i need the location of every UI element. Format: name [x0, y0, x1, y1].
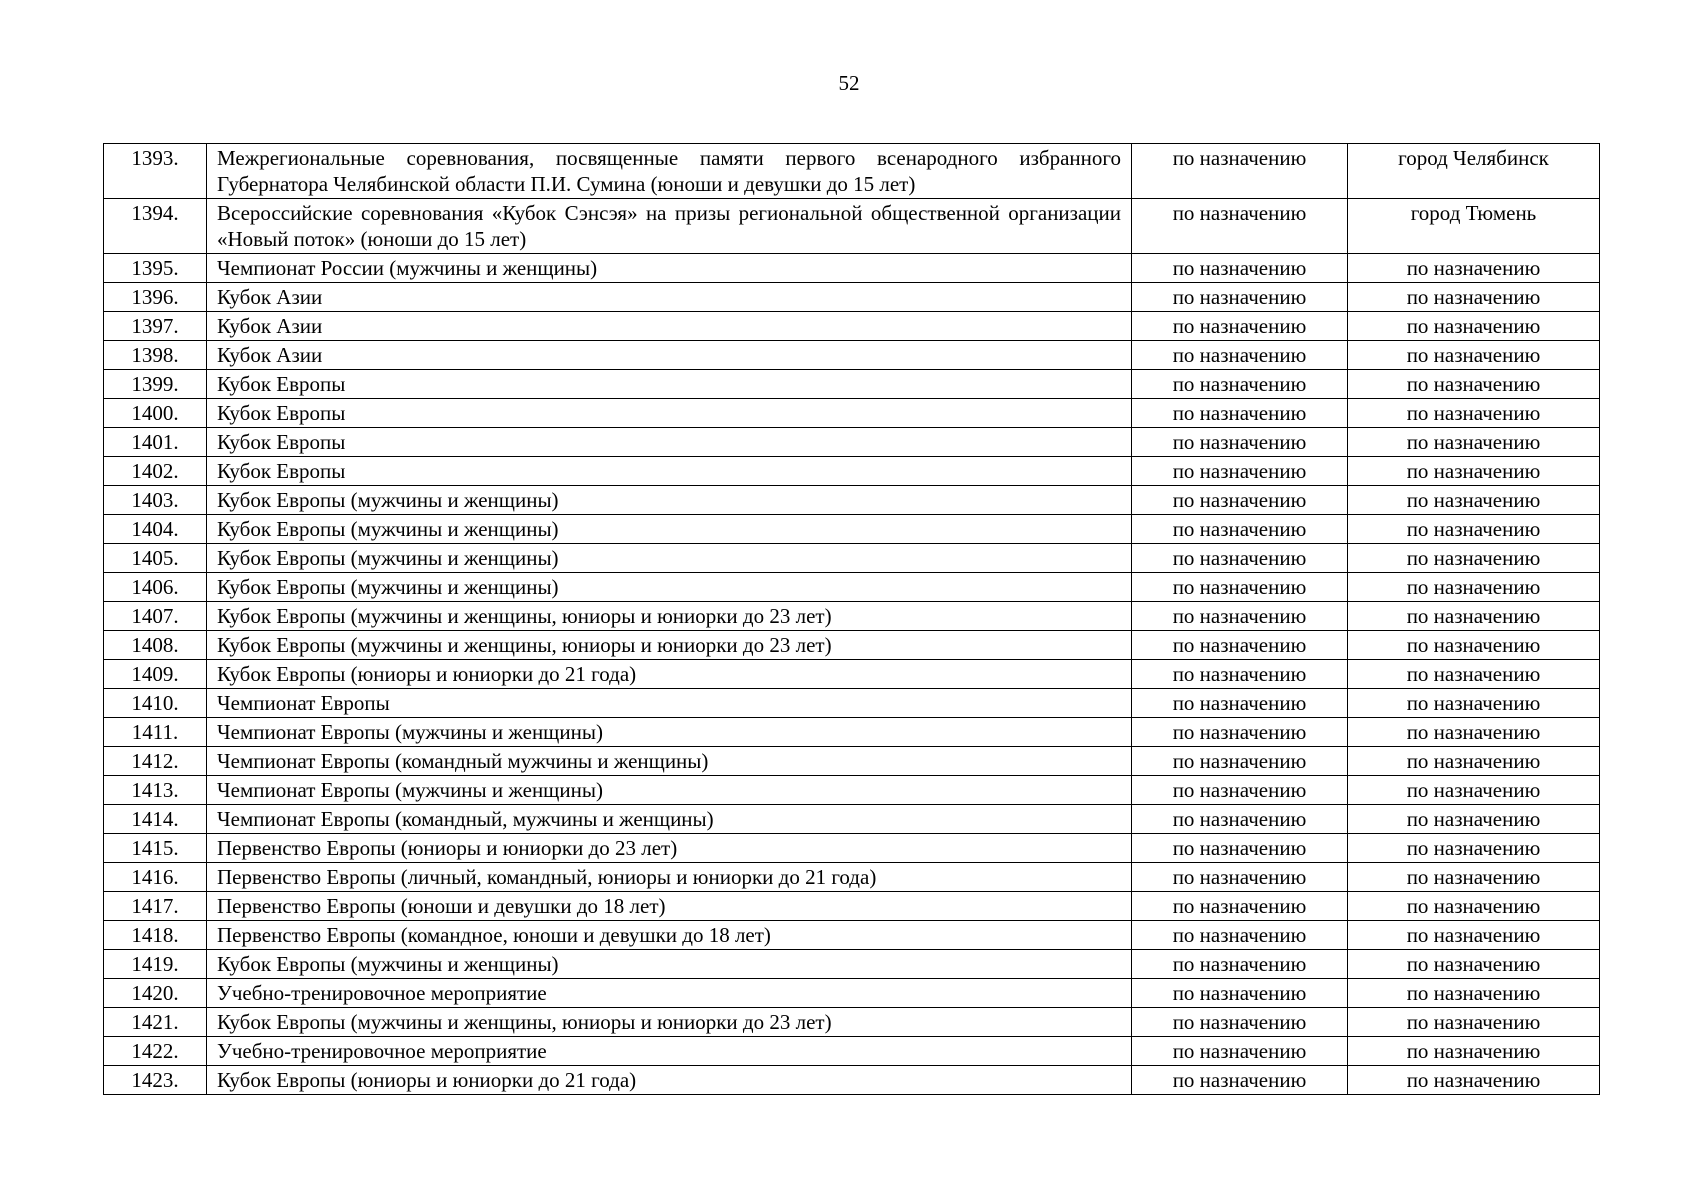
- row-number-cell: 1404.: [104, 515, 207, 544]
- event-name-cell: Межрегиональные соревнования, посвященные памяти первого всенародного избранного Губернатора Челябинской области П.И. Сумина (юноши и девушки до 15 лет): [207, 144, 1132, 199]
- event-name-cell: Всероссийские соревнования «Кубок Сэнсэя» на призы региональной общественной организации «Новый поток» (юноши до 15 лет): [207, 199, 1132, 254]
- event-name-cell: Кубок Европы (мужчины и женщины, юниоры и юниорки до 23 лет): [207, 631, 1132, 660]
- event-date-cell: по назначению: [1132, 1066, 1348, 1095]
- event-date-cell: по назначению: [1132, 457, 1348, 486]
- event-date-cell: по назначению: [1132, 1037, 1348, 1066]
- row-number-cell: 1413.: [104, 776, 207, 805]
- table-row: [104, 144, 1600, 199]
- row-number-cell: 1422.: [104, 1037, 207, 1066]
- event-date-cell: по назначению: [1132, 979, 1348, 1008]
- event-name-cell: Первенство Европы (юниоры и юниорки до 23 лет): [207, 834, 1132, 863]
- event-place-cell: по назначению: [1348, 892, 1600, 921]
- event-name-cell: Кубок Европы (мужчины и женщины): [207, 950, 1132, 979]
- row-number-cell: 1407.: [104, 602, 207, 631]
- table-row: [104, 1066, 1600, 1095]
- event-name-cell: Чемпионат Европы (мужчины и женщины): [207, 776, 1132, 805]
- row-number-cell: 1394.: [104, 199, 207, 254]
- row-number-cell: 1396.: [104, 283, 207, 312]
- event-place-cell: по назначению: [1348, 631, 1600, 660]
- event-name-cell: Чемпионат Европы (мужчины и женщины): [207, 718, 1132, 747]
- event-date-cell: по назначению: [1132, 254, 1348, 283]
- table-row: [104, 689, 1600, 718]
- event-date-cell: по назначению: [1132, 660, 1348, 689]
- event-place-cell: по назначению: [1348, 660, 1600, 689]
- table-row: [104, 399, 1600, 428]
- table-row: [104, 312, 1600, 341]
- row-number-cell: 1401.: [104, 428, 207, 457]
- event-date-cell: по назначению: [1132, 747, 1348, 776]
- row-number-cell: 1397.: [104, 312, 207, 341]
- table-row: [104, 1008, 1600, 1037]
- row-number-cell: 1398.: [104, 341, 207, 370]
- event-place-cell: по назначению: [1348, 428, 1600, 457]
- event-place-cell: по назначению: [1348, 834, 1600, 863]
- event-place-cell: по назначению: [1348, 921, 1600, 950]
- event-place-cell: по назначению: [1348, 399, 1600, 428]
- table-row: [104, 834, 1600, 863]
- table-row: [104, 457, 1600, 486]
- row-number-cell: 1408.: [104, 631, 207, 660]
- event-date-cell: по назначению: [1132, 1008, 1348, 1037]
- event-name-cell: Учебно-тренировочное мероприятие: [207, 1037, 1132, 1066]
- table-row: [104, 283, 1600, 312]
- row-number-cell: 1412.: [104, 747, 207, 776]
- event-date-cell: по назначению: [1132, 370, 1348, 399]
- row-number-cell: 1411.: [104, 718, 207, 747]
- event-place-cell: по назначению: [1348, 544, 1600, 573]
- event-date-cell: по назначению: [1132, 921, 1348, 950]
- event-date-cell: по назначению: [1132, 486, 1348, 515]
- row-number-cell: 1402.: [104, 457, 207, 486]
- event-place-cell: по назначению: [1348, 805, 1600, 834]
- event-place-cell: по назначению: [1348, 950, 1600, 979]
- row-number-cell: 1410.: [104, 689, 207, 718]
- row-number-cell: 1417.: [104, 892, 207, 921]
- event-name-cell: Кубок Европы (юниоры и юниорки до 21 года): [207, 660, 1132, 689]
- event-name-cell: Чемпионат России (мужчины и женщины): [207, 254, 1132, 283]
- event-date-cell: по назначению: [1132, 428, 1348, 457]
- event-name-cell: Кубок Азии: [207, 283, 1132, 312]
- table-row: [104, 863, 1600, 892]
- row-number-cell: 1406.: [104, 573, 207, 602]
- event-name-cell: Кубок Европы: [207, 399, 1132, 428]
- event-name-cell: Первенство Европы (личный, командный, юниоры и юниорки до 21 года): [207, 863, 1132, 892]
- table-row: [104, 544, 1600, 573]
- event-place-cell: по назначению: [1348, 254, 1600, 283]
- event-name-cell: Чемпионат Европы: [207, 689, 1132, 718]
- table-row: [104, 776, 1600, 805]
- table-row: [104, 573, 1600, 602]
- event-place-cell: город Челябинск: [1348, 144, 1600, 199]
- event-name-cell: Чемпионат Европы (командный мужчины и женщины): [207, 747, 1132, 776]
- table-row: [104, 602, 1600, 631]
- event-place-cell: по назначению: [1348, 718, 1600, 747]
- event-date-cell: по назначению: [1132, 631, 1348, 660]
- event-place-cell: по назначению: [1348, 341, 1600, 370]
- event-date-cell: по назначению: [1132, 950, 1348, 979]
- event-name-cell: Первенство Европы (командное, юноши и девушки до 18 лет): [207, 921, 1132, 950]
- row-number-cell: 1414.: [104, 805, 207, 834]
- event-name-cell: Кубок Европы: [207, 428, 1132, 457]
- event-date-cell: по назначению: [1132, 718, 1348, 747]
- row-number-cell: 1395.: [104, 254, 207, 283]
- event-date-cell: по назначению: [1132, 834, 1348, 863]
- event-name-cell: Кубок Европы: [207, 457, 1132, 486]
- event-place-cell: по назначению: [1348, 979, 1600, 1008]
- row-number-cell: 1420.: [104, 979, 207, 1008]
- row-number-cell: 1409.: [104, 660, 207, 689]
- event-place-cell: по назначению: [1348, 776, 1600, 805]
- event-name-cell: Первенство Европы (юноши и девушки до 18 лет): [207, 892, 1132, 921]
- row-number-cell: 1400.: [104, 399, 207, 428]
- events-table-body: [104, 144, 1600, 1095]
- event-date-cell: по назначению: [1132, 283, 1348, 312]
- table-row: [104, 254, 1600, 283]
- event-name-cell: Учебно-тренировочное мероприятие: [207, 979, 1132, 1008]
- table-row: [104, 979, 1600, 1008]
- event-name-cell: Кубок Европы (мужчины и женщины, юниоры и юниорки до 23 лет): [207, 602, 1132, 631]
- table-row: [104, 950, 1600, 979]
- row-number-cell: 1419.: [104, 950, 207, 979]
- event-name-cell: Кубок Азии: [207, 341, 1132, 370]
- table-row: [104, 341, 1600, 370]
- event-name-cell: Кубок Европы: [207, 370, 1132, 399]
- table-row: [104, 660, 1600, 689]
- table-row: [104, 631, 1600, 660]
- event-name-cell: Кубок Европы (мужчины и женщины, юниоры и юниорки до 23 лет): [207, 1008, 1132, 1037]
- row-number-cell: 1421.: [104, 1008, 207, 1037]
- event-name-cell: Кубок Европы (мужчины и женщины): [207, 573, 1132, 602]
- event-name-cell: Кубок Европы (юниоры и юниорки до 21 года): [207, 1066, 1132, 1095]
- event-date-cell: по назначению: [1132, 805, 1348, 834]
- row-number-cell: 1416.: [104, 863, 207, 892]
- table-row: [104, 428, 1600, 457]
- table-row: [104, 370, 1600, 399]
- table-row: [104, 199, 1600, 254]
- event-place-cell: по назначению: [1348, 1008, 1600, 1037]
- event-date-cell: по назначению: [1132, 602, 1348, 631]
- event-date-cell: по назначению: [1132, 199, 1348, 254]
- event-date-cell: по назначению: [1132, 341, 1348, 370]
- events-table: [103, 143, 1600, 1095]
- page-number: 52: [838, 71, 860, 95]
- event-date-cell: по назначению: [1132, 312, 1348, 341]
- event-date-cell: по назначению: [1132, 544, 1348, 573]
- table-row: [104, 805, 1600, 834]
- event-date-cell: по назначению: [1132, 144, 1348, 199]
- event-place-cell: по назначению: [1348, 486, 1600, 515]
- row-number-cell: 1415.: [104, 834, 207, 863]
- event-date-cell: по назначению: [1132, 399, 1348, 428]
- event-place-cell: по назначению: [1348, 515, 1600, 544]
- row-number-cell: 1423.: [104, 1066, 207, 1095]
- table-row: [104, 1037, 1600, 1066]
- event-date-cell: по назначению: [1132, 863, 1348, 892]
- event-name-cell: Кубок Европы (мужчины и женщины): [207, 486, 1132, 515]
- event-place-cell: по назначению: [1348, 312, 1600, 341]
- table-row: [104, 718, 1600, 747]
- event-place-cell: по назначению: [1348, 283, 1600, 312]
- event-place-cell: по назначению: [1348, 1037, 1600, 1066]
- event-date-cell: по назначению: [1132, 573, 1348, 602]
- row-number-cell: 1405.: [104, 544, 207, 573]
- table-row: [104, 747, 1600, 776]
- event-name-cell: Кубок Азии: [207, 312, 1132, 341]
- event-date-cell: по назначению: [1132, 689, 1348, 718]
- event-place-cell: по назначению: [1348, 370, 1600, 399]
- event-date-cell: по назначению: [1132, 892, 1348, 921]
- event-place-cell: по назначению: [1348, 863, 1600, 892]
- event-name-cell: Кубок Европы (мужчины и женщины): [207, 544, 1132, 573]
- event-place-cell: по назначению: [1348, 602, 1600, 631]
- table-row: [104, 486, 1600, 515]
- event-place-cell: по назначению: [1348, 1066, 1600, 1095]
- table-row: [104, 921, 1600, 950]
- row-number-cell: 1418.: [104, 921, 207, 950]
- event-place-cell: по назначению: [1348, 573, 1600, 602]
- table-row: [104, 892, 1600, 921]
- event-place-cell: по назначению: [1348, 689, 1600, 718]
- row-number-cell: 1399.: [104, 370, 207, 399]
- event-date-cell: по назначению: [1132, 776, 1348, 805]
- event-place-cell: по назначению: [1348, 747, 1600, 776]
- event-date-cell: по назначению: [1132, 515, 1348, 544]
- event-place-cell: по назначению: [1348, 457, 1600, 486]
- row-number-cell: 1393.: [104, 144, 207, 199]
- event-place-cell: город Тюмень: [1348, 199, 1600, 254]
- event-name-cell: Чемпионат Европы (командный, мужчины и женщины): [207, 805, 1132, 834]
- row-number-cell: 1403.: [104, 486, 207, 515]
- table-row: [104, 515, 1600, 544]
- event-name-cell: Кубок Европы (мужчины и женщины): [207, 515, 1132, 544]
